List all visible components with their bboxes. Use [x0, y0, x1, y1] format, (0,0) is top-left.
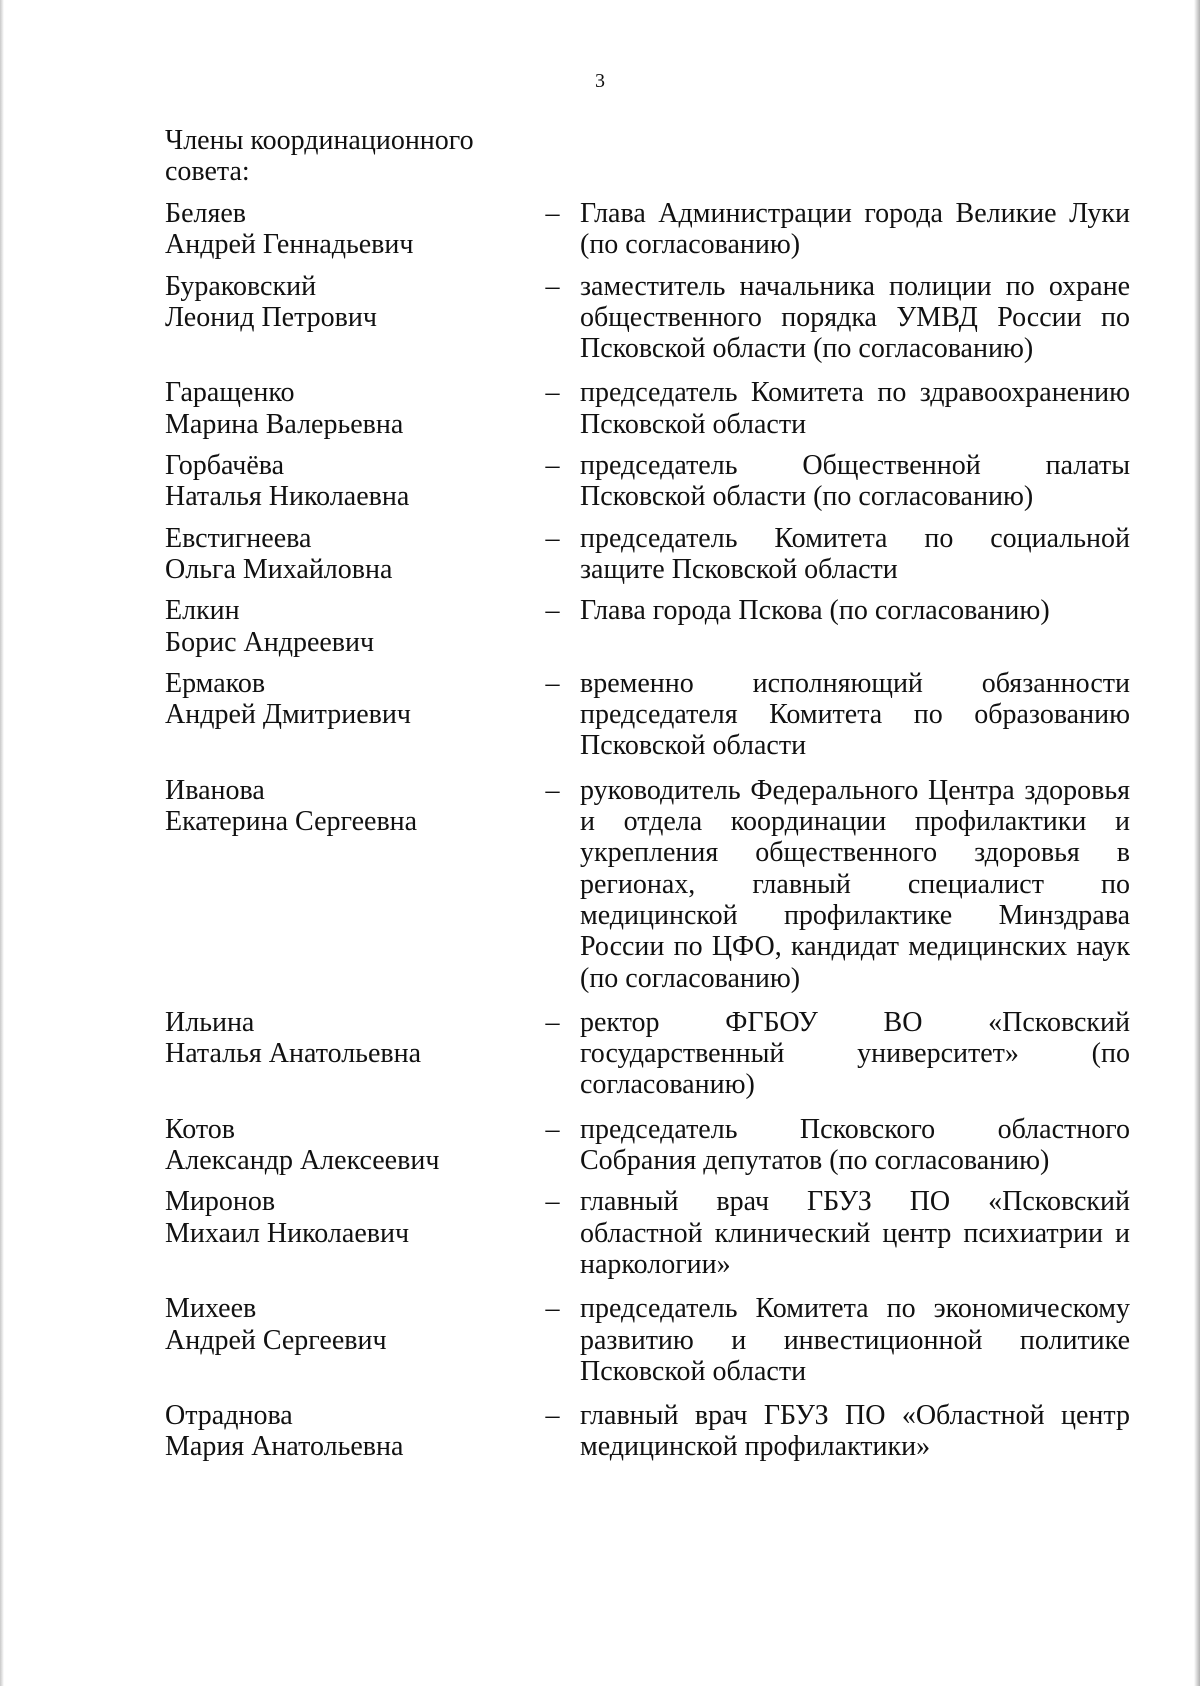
separator-dash: –	[545, 595, 560, 627]
separator-dash: –	[545, 774, 560, 806]
member-given-name: Екатерина Сергеевна	[165, 806, 418, 838]
member-name	[165, 595, 525, 658]
member-position: Глава Администрации города Великие Луки (по согласованию)	[580, 198, 1130, 261]
member-position: Глава города Пскова (по согласованию)	[580, 595, 1050, 627]
member-name	[165, 271, 525, 334]
page-number: 3	[595, 70, 605, 92]
member-surname: Ермаков	[165, 667, 266, 699]
member-position: временно исполняющий обязанности председателя Комитета по образованию Псковской области	[580, 667, 1130, 762]
member-row	[165, 1186, 1130, 1280]
member-given-name: Андрей Дмитриевич	[165, 699, 411, 731]
member-surname: Евстигнеева	[165, 522, 312, 554]
member-position: председатель Комитета по здравоохранению Псковской области	[580, 377, 1130, 440]
member-given-name: Наталья Николаевна	[165, 481, 410, 513]
member-position: заместитель начальника полиции по охране общественного порядка УМВД России по Псковской области (по согласованию)	[580, 270, 1130, 365]
member-name	[165, 523, 525, 586]
member-row	[165, 271, 1130, 365]
member-position: ректор ФГБОУ ВО «Псковский государственный университет» (по согласованию)	[580, 1006, 1130, 1101]
separator-dash: –	[545, 198, 560, 229]
member-given-name: Ольга Михайловна	[165, 553, 393, 585]
member-name	[165, 1007, 525, 1070]
member-surname: Котов	[165, 1113, 235, 1145]
member-row	[165, 450, 1130, 513]
separator-dash: –	[545, 270, 560, 302]
separator-dash: –	[545, 1186, 560, 1218]
member-position: председатель Комитета по социальной защите Псковской области	[580, 522, 1130, 585]
member-surname: Беляев	[165, 198, 247, 229]
separator-dash: –	[545, 1113, 560, 1145]
member-row	[165, 523, 1130, 586]
member-name	[165, 1400, 525, 1463]
member-given-name: Андрей Геннадьевич	[165, 229, 414, 261]
member-surname: Ильина	[165, 1006, 255, 1038]
separator-dash: –	[545, 377, 560, 409]
member-given-name: Михаил Николаевич	[165, 1217, 410, 1249]
member-row	[165, 595, 1130, 658]
member-position: председатель Комитета по экономическому развитию и инвестиционной политике Псковской области	[580, 1293, 1130, 1387]
separator-dash: –	[545, 1006, 560, 1038]
member-name	[165, 198, 525, 261]
member-name	[165, 1293, 525, 1356]
member-given-name: Леонид Петрович	[165, 301, 377, 333]
member-surname: Елкин	[165, 595, 240, 627]
separator-dash: –	[545, 667, 560, 699]
member-surname: Иванова	[165, 774, 265, 806]
member-name	[165, 1114, 525, 1177]
member-row	[165, 1007, 1130, 1101]
member-given-name: Мария Анатольевна	[165, 1431, 404, 1463]
member-given-name: Борис Андреевич	[165, 626, 375, 658]
member-position: руководитель Федерального Центра здоровья и отдела координации профилактики и укрепления общественного здоровья в регионах, главный специалист по медицинской профилактике Минздрава России по ЦФО, кандидат медицинских наук (по согласованию)	[580, 774, 1130, 994]
member-surname: Михеев	[165, 1293, 257, 1325]
section-heading: Члены координационного совета:	[165, 125, 474, 187]
member-surname: Миронов	[165, 1186, 276, 1218]
separator-dash: –	[545, 450, 560, 482]
member-row	[165, 377, 1130, 440]
separator-dash: –	[545, 1400, 560, 1432]
member-name	[165, 1186, 525, 1249]
member-position: главный врач ГБУЗ ПО «Псковский областной клинический центр психиатрии и наркологии»	[580, 1186, 1130, 1280]
members-list	[165, 198, 1130, 1463]
member-row	[165, 1400, 1130, 1463]
member-given-name: Марина Валерьевна	[165, 408, 404, 440]
member-given-name: Андрей Сергеевич	[165, 1324, 387, 1356]
member-position: председатель Псковского областного Собрания депутатов (по согласованию)	[580, 1113, 1130, 1177]
member-surname: Отраднова	[165, 1400, 293, 1432]
member-row	[165, 1114, 1130, 1177]
member-name	[165, 668, 525, 731]
member-name	[165, 377, 525, 440]
separator-dash: –	[545, 1293, 560, 1325]
member-row	[165, 775, 1130, 994]
member-name	[165, 450, 525, 513]
member-row	[165, 668, 1130, 762]
member-row	[165, 198, 1130, 261]
member-position: председатель Общественной палаты Псковской области (по согласованию)	[580, 450, 1130, 513]
member-given-name: Александр Алексеевич	[165, 1145, 440, 1177]
member-name	[165, 775, 525, 838]
scan-edge-right	[1194, 0, 1200, 1686]
separator-dash: –	[545, 522, 560, 554]
member-given-name: Наталья Анатольевна	[165, 1038, 422, 1070]
member-position: главный врач ГБУЗ ПО «Областной центр медицинской профилактики»	[580, 1400, 1130, 1463]
member-surname: Бураковский	[165, 270, 317, 302]
scan-edge-left	[0, 0, 4, 1686]
member-row	[165, 1293, 1130, 1387]
member-surname: Горбачёва	[165, 450, 285, 482]
member-surname: Гаращенко	[165, 377, 295, 409]
